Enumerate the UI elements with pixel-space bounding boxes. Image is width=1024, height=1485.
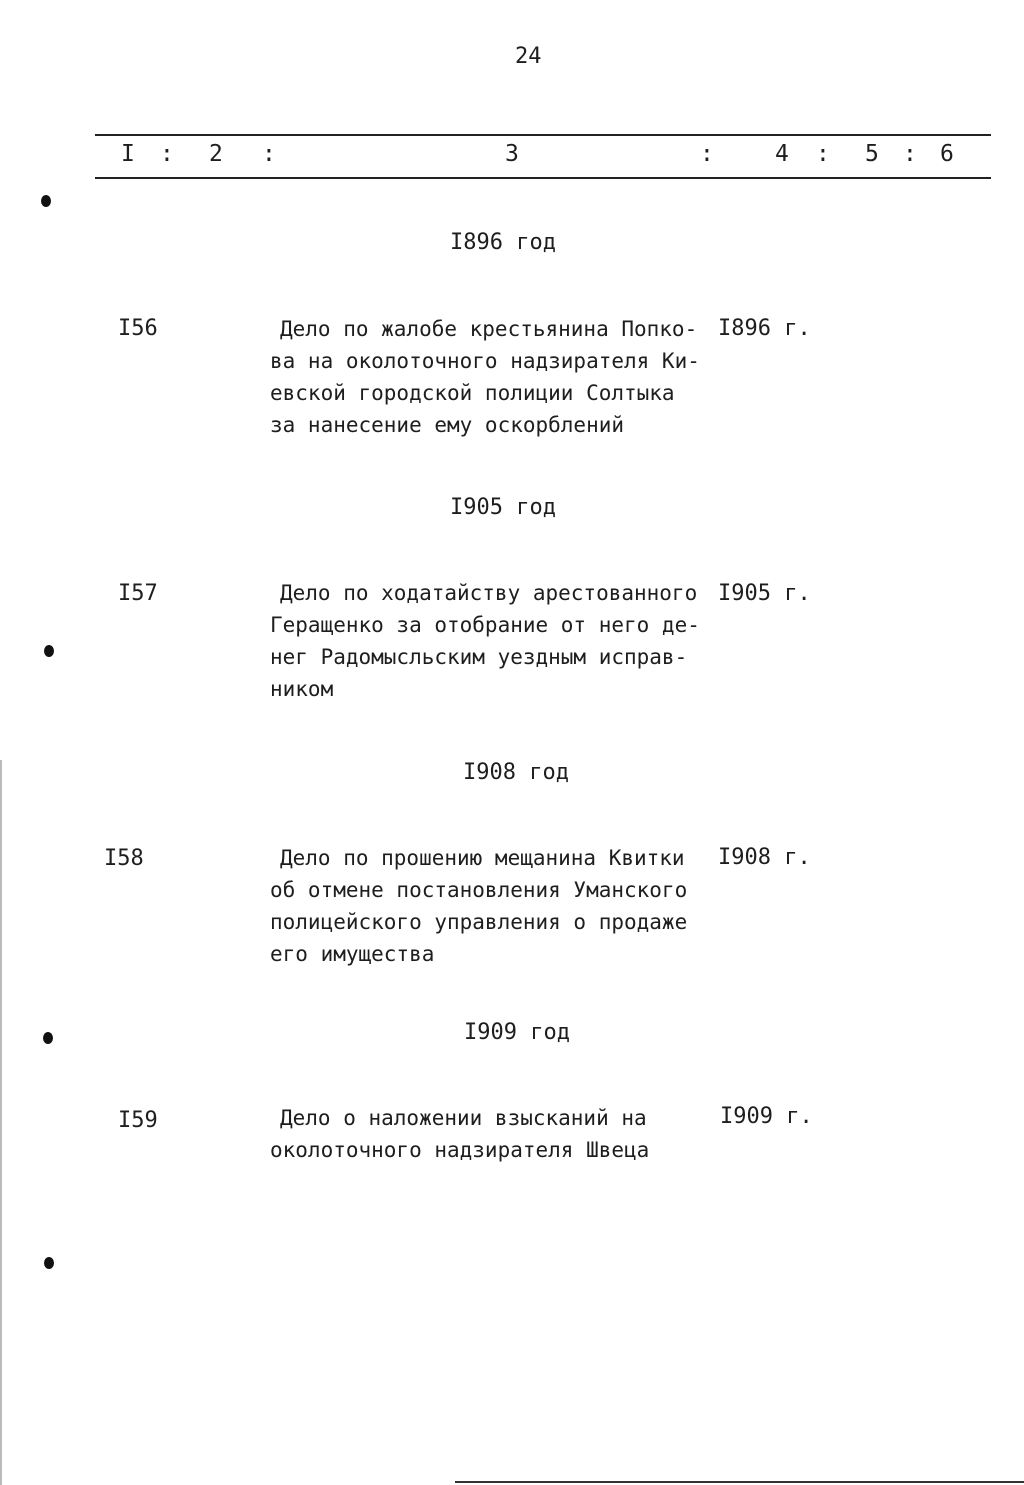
description-line: его имущества (270, 942, 435, 966)
description-line: Дело по жалобе крестьянина Попко- (280, 317, 698, 341)
column-header-sep: : (262, 141, 276, 167)
column-header-sep: : (160, 141, 174, 167)
binder-hole-mark (44, 1257, 54, 1269)
binder-hole-mark (44, 645, 54, 657)
header-top-rule (95, 134, 991, 136)
column-header-4: 4 (775, 141, 789, 167)
entry-description (270, 313, 710, 441)
column-header-3: 3 (505, 141, 519, 167)
entry-number: I58 (104, 846, 144, 871)
year-heading: I905 год (450, 495, 556, 520)
scan-edge-line (0, 760, 2, 1485)
description-line: Дело по ходатайству арестованного (280, 581, 698, 605)
description-line: евской городской полиции Солтыка (270, 381, 675, 405)
binder-hole-mark (43, 1032, 53, 1044)
year-heading: I909 год (464, 1020, 570, 1045)
header-bottom-rule (95, 177, 991, 179)
description-line: об отмене постановления Уманского (270, 878, 688, 902)
description-line: полицейского управления о продаже (270, 910, 688, 934)
entry-date: I908 г. (718, 845, 811, 870)
description-line: околоточного надзирателя Швеца (270, 1138, 650, 1162)
description-line: Дело о наложении взысканий на (280, 1106, 647, 1130)
description-line: за нанесение ему оскорблений (270, 413, 625, 437)
description-line: ником (270, 677, 334, 701)
column-header-1: I (121, 141, 135, 167)
scan-bottom-edge (455, 1481, 1024, 1483)
description-line: нег Радомысльским уездным исправ- (270, 645, 688, 669)
entry-description (270, 577, 710, 705)
description-line: ва на околоточного надзирателя Ки- (270, 349, 700, 373)
year-heading: I908 год (463, 760, 569, 785)
entry-number: I59 (118, 1108, 158, 1133)
entry-description (270, 1102, 710, 1166)
column-header-sep: : (816, 141, 830, 167)
column-header-2: 2 (209, 141, 223, 167)
entry-date: I905 г. (718, 581, 811, 606)
entry-description (270, 842, 710, 970)
description-line: Геращенко за отобрание от него де- (270, 613, 700, 637)
description-line: Дело по прошению мещанина Квитки (280, 846, 685, 870)
column-header-5: 5 (865, 141, 879, 167)
entry-date: I896 г. (718, 316, 811, 341)
page-number: 24 (515, 44, 542, 69)
binder-hole-mark (41, 195, 51, 207)
entry-date: I909 г. (720, 1104, 813, 1129)
entry-number: I56 (118, 316, 158, 341)
column-header-sep: : (700, 141, 714, 167)
year-heading: I896 год (450, 230, 556, 255)
column-header-6: 6 (940, 141, 954, 167)
column-header-sep: : (903, 141, 917, 167)
entry-number: I57 (118, 581, 158, 606)
